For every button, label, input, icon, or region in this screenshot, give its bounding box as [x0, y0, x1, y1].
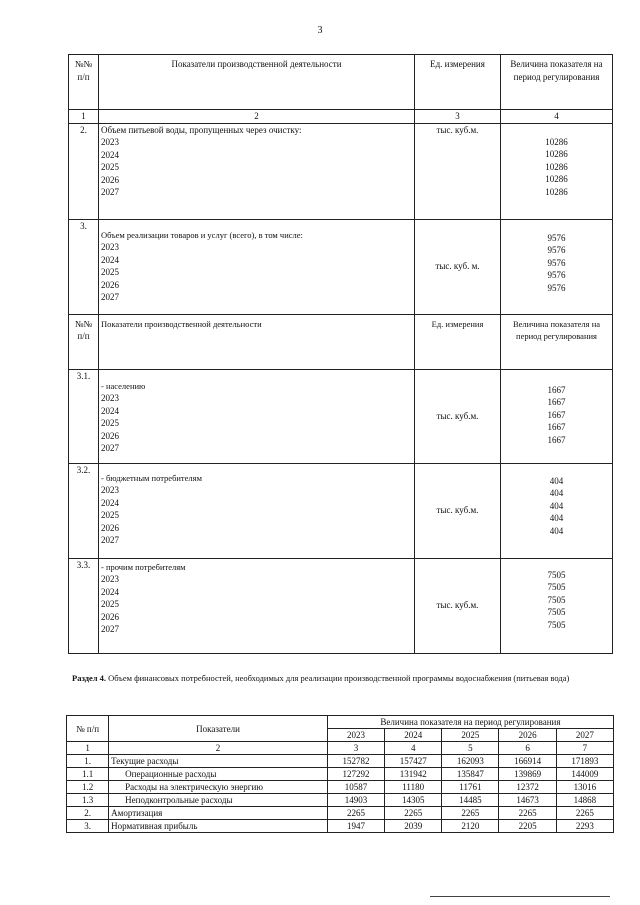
row-num: 3.2.: [69, 463, 99, 558]
row-name: Текущие расходы: [109, 755, 328, 768]
row-unit: тыс. куб.м.: [415, 369, 501, 463]
table1-colnum-row: [69, 110, 613, 124]
cell-value: 144009: [556, 768, 613, 781]
value: 10286: [545, 161, 568, 172]
cell-value: 11761: [442, 781, 499, 794]
value: 10286: [545, 136, 568, 147]
table1-header-repeat-row: [69, 314, 613, 369]
year: 2023: [101, 242, 119, 252]
row-values: [501, 369, 613, 463]
row-num: 3.1.: [69, 369, 99, 463]
row-title-cell: [99, 558, 415, 653]
header-unit: Ед. измерения: [415, 314, 501, 369]
cell-value: 11180: [385, 781, 442, 794]
row-values: [501, 463, 613, 558]
colnum: 6: [499, 742, 556, 755]
row-title-cell: [99, 219, 415, 314]
year-list: [101, 392, 412, 455]
section-text: Объем финансовых потребностей, необходимых для реализации производственной программы водоснабжения (питьевая вода): [108, 673, 570, 683]
year: 2027: [101, 443, 119, 453]
value: 1667: [547, 409, 566, 420]
year: 2024: [101, 254, 119, 265]
header-indicators: Показатели: [109, 716, 328, 742]
cell-value: 2039: [385, 820, 442, 833]
row-title: - прочим потребителям: [101, 561, 186, 572]
colnum: 1: [67, 742, 109, 755]
year: 2024: [101, 149, 119, 160]
year: 2026: [101, 279, 119, 290]
value: 7505: [547, 607, 566, 617]
value: 404: [549, 488, 564, 498]
table2-colnum-row: [67, 742, 614, 755]
value-list: [503, 464, 610, 538]
row-title: Объем реализации товаров и услуг (всего), в том числе:: [101, 229, 303, 240]
row-unit: тыс. куб.м.: [415, 463, 501, 558]
value: 404: [549, 513, 564, 523]
header-num: №№ п/п: [69, 314, 99, 369]
row-values: [501, 123, 613, 219]
year: 2027: [101, 187, 119, 197]
row-num: 1.3: [67, 794, 109, 807]
year: 2026: [101, 611, 119, 622]
cell-value: 2265: [556, 807, 613, 820]
cell-value: 139869: [499, 768, 556, 781]
year: 2024: [101, 405, 119, 416]
cell-value: 166914: [499, 755, 556, 768]
header-indicator: Показатели производственной деятельности: [99, 55, 415, 110]
cell-value: 14903: [327, 794, 384, 807]
production-indicators-table: [68, 54, 613, 654]
value: 7505: [547, 582, 566, 592]
cell-value: 10587: [327, 781, 384, 794]
year: 2027: [101, 292, 119, 302]
table-row: [69, 219, 613, 314]
cell-value: 14485: [442, 794, 499, 807]
row-title-cell: [99, 369, 415, 463]
financial-needs-table: [66, 715, 614, 833]
table1-header-row: [69, 55, 613, 110]
header-value: Величина показателя на период регулирования: [501, 55, 613, 110]
row-title: Объем питьевой воды, пропущенных через очистку:: [101, 124, 302, 135]
row-name: Операционные расходы: [109, 768, 328, 781]
year-list: [101, 241, 412, 304]
value-list: [503, 124, 610, 199]
footer-rule: [430, 896, 610, 897]
table-row: [67, 807, 614, 820]
row-title-cell: [99, 123, 415, 219]
cell-value: 131942: [385, 768, 442, 781]
header-num: № п/п: [67, 716, 109, 742]
cell-value: 2205: [499, 820, 556, 833]
row-num: 3.: [69, 219, 99, 314]
cell-value: 2265: [385, 807, 442, 820]
row-unit: тыс. куб.м.: [415, 123, 501, 219]
year: 2023: [101, 574, 119, 584]
year: 2026: [101, 174, 119, 185]
year-list: [101, 136, 412, 199]
table-row: [67, 781, 614, 794]
colnum: 3: [327, 742, 384, 755]
header-year: 2024: [385, 729, 442, 742]
row-num: 1.2: [67, 781, 109, 794]
cell-value: 14868: [556, 794, 613, 807]
value: 7505: [547, 569, 566, 580]
year: 2025: [101, 418, 119, 428]
row-values: [501, 219, 613, 314]
cell-value: 14305: [385, 794, 442, 807]
value: 7505: [547, 619, 566, 630]
year: 2023: [101, 137, 119, 147]
row-num: 1.: [67, 755, 109, 768]
colnum: 4: [501, 110, 613, 124]
value: 1667: [547, 397, 566, 407]
table-row: [69, 558, 613, 653]
year: 2025: [101, 162, 119, 172]
value: 7505: [547, 594, 566, 605]
value: 404: [549, 475, 564, 486]
year: 2025: [101, 267, 119, 277]
cell-value: 2293: [556, 820, 613, 833]
table-row: [67, 794, 614, 807]
row-unit: тыс. куб.м.: [415, 558, 501, 653]
section-4-caption: [72, 669, 612, 688]
year: 2023: [101, 485, 119, 495]
cell-value: 2265: [442, 807, 499, 820]
table-row: [67, 755, 614, 768]
value: 404: [549, 525, 564, 536]
row-title: - населению: [101, 380, 146, 391]
table-row: [69, 369, 613, 463]
year: 2024: [101, 586, 119, 597]
header-num: №№ п/п: [69, 55, 99, 110]
header-indicator: Показатели производственной деятельности: [99, 314, 415, 369]
table-row: [69, 463, 613, 558]
cell-value: 2265: [499, 807, 556, 820]
year: 2027: [101, 535, 119, 545]
cell-value: 162093: [442, 755, 499, 768]
value: 1667: [547, 434, 566, 445]
year: 2025: [101, 510, 119, 520]
year: 2027: [101, 624, 119, 634]
cell-value: 14673: [499, 794, 556, 807]
year: 2026: [101, 522, 119, 533]
colnum: 4: [385, 742, 442, 755]
colnum: 3: [415, 110, 501, 124]
cell-value: 171893: [556, 755, 613, 768]
value: 10286: [545, 149, 568, 159]
year: 2024: [101, 497, 119, 508]
value-list: [503, 220, 610, 295]
cell-value: 152782: [327, 755, 384, 768]
value-list: [503, 559, 610, 632]
row-num: 3.3.: [69, 558, 99, 653]
year: 2026: [101, 430, 119, 441]
colnum: 2: [99, 110, 415, 124]
value-list: [503, 370, 610, 447]
header-year: 2025: [442, 729, 499, 742]
cell-value: 12372: [499, 781, 556, 794]
row-name: Нормативная прибыль: [109, 820, 328, 833]
table2-header-row: [67, 716, 614, 729]
value: 10286: [545, 174, 568, 184]
header-unit: Ед. измерения: [415, 55, 501, 110]
cell-value: 135847: [442, 768, 499, 781]
cell-value: 13016: [556, 781, 613, 794]
row-num: 2.: [67, 807, 109, 820]
value: 1667: [547, 422, 566, 432]
cell-value: 127292: [327, 768, 384, 781]
value: 9576: [547, 282, 566, 293]
row-values: [501, 558, 613, 653]
value: 9576: [547, 232, 566, 243]
value: 9576: [547, 245, 566, 255]
table-row: [69, 123, 613, 219]
cell-value: 2120: [442, 820, 499, 833]
year: 2023: [101, 393, 119, 403]
header-year: 2027: [556, 729, 613, 742]
value: 404: [549, 500, 564, 511]
year-list: [101, 573, 412, 636]
colnum: 7: [556, 742, 613, 755]
cell-value: 157427: [385, 755, 442, 768]
value: 9576: [547, 270, 566, 280]
value: 10286: [545, 186, 568, 197]
colnum: 5: [442, 742, 499, 755]
cell-value: 1947: [327, 820, 384, 833]
table-row: [67, 820, 614, 833]
header-value: Величина показателя на период регулирования: [501, 314, 613, 369]
colnum: 1: [69, 110, 99, 124]
row-title-cell: [99, 463, 415, 558]
page-number: 3: [317, 25, 323, 36]
value: 9576: [547, 257, 566, 268]
row-title: - бюджетным потребителям: [101, 472, 202, 483]
header-year: 2023: [327, 729, 384, 742]
header-value-title: Величина показателя на период регулирования: [327, 716, 613, 729]
table-row: [67, 768, 614, 781]
row-num: 1.1: [67, 768, 109, 781]
header-year: 2026: [499, 729, 556, 742]
row-name: Неподконтрольные расходы: [109, 794, 328, 807]
row-num: 3.: [67, 820, 109, 833]
value: 1667: [547, 384, 566, 395]
row-name: Амортизация: [109, 807, 328, 820]
year-list: [101, 484, 412, 547]
section-label: Раздел 4.: [72, 673, 107, 683]
cell-value: 2265: [327, 807, 384, 820]
year: 2025: [101, 599, 119, 609]
row-num: 2.: [69, 123, 99, 219]
row-unit: тыс. куб. м.: [415, 219, 501, 314]
colnum: 2: [109, 742, 328, 755]
row-name: Расходы на электрическую энергию: [109, 781, 328, 794]
